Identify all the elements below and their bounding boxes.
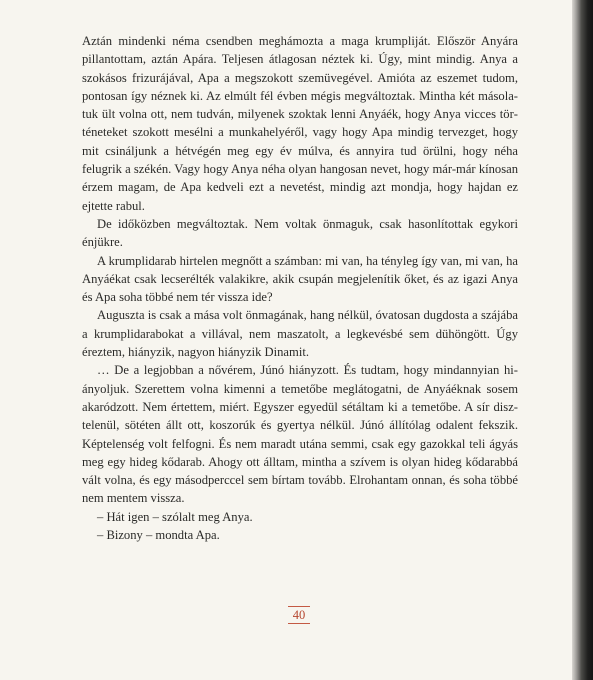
page-number: 40 [288,606,310,624]
dialogue-line: – Hát igen – szólalt meg Anya. [97,509,253,524]
book-spine-shadow [572,0,593,680]
paragraph: De időközben megváltoztak. Nem voltak önmaguk, csak hasonlítottak egykori énjükre. [82,216,518,250]
body-text [82,32,518,544]
paragraph: Auguszta is csak a mása volt önmagának, hang nélkül, óvatosan dugdosta a szájába a krumplidarabokat a villával, nem maszatolt, a legkevésbé sem dühöngött. Úgy éreztem, hiányzik, nagyon hiányzik Dinamit. [82,308,518,360]
paragraph: Aztán mindenki néma csendben meghámozta a maga krumpliját. Először Anyára pillantottam, aztán Apára. Teljesen átlagosan néztek ki. Úgy, mint mindig. Anya a szokásos frizurájával, Apa a megszokott szemüvegével. Amióta az eszemet tudom, pontosan így néznek ki. Az elmúlt fél évben mégis megváltoztak. Mintha két másolatuk ült volna ott, nem tudván, milyenek szoktak lenni Anyáék, hogy Anya vicces történeteket szokott mesélni a munkahelyéről, vagy hogy Apa mindig tervezget, hogy mit csináljunk a hétvégén meg egy év múlva, és annyira tud örülni, hogy néha felugrik a székén. Vagy hogy Anya néha olyan hangosan nevet, hogy már-már kínosan érzem magam, de Apa kedveli ezt a nevetést, mindig azt mondja, hogy hajdan ez ejtette rabul. [82,34,518,213]
paragraph: A krumplidarab hirtelen megnőtt a számban: mi van, ha tényleg így van, mi van, ha Anyáékat csak lecserélték valakikre, akik csupán megjelenítik őket, és az igazi Anya és Apa soha többé nem tér vissza ide? [82,253,518,305]
paragraph: … De a legjobban a nővérem, Júnó hiányzott. És tudtam, hogy mindannyian hiányoljuk. Szerettem volna kimenni a temetőbe meglátogatni, de Anyáéknak sosem akaródzott. Nem értettem, miért. Egyszer egyedül sétáltam ki a temetőbe. A sír disztelenül, sötéten állt ott, koszorúk és gyertya nélkül. Júnó állítólag odalent fekszik. Képtelenség volt felfogni. És nem maradt utána semmi, csak egy gazokkal teli ágyás meg egy hideg kődarab. Ahogy ott álltam, mintha a szívem is olyan hideg kődarabbá vált volna, és egy másodperccel sem bírtam tovább. Elrohantam onnan, és soha többé nem mentem vissza. [82,363,518,506]
dialogue-line: – Bizony – mondta Apa. [97,528,220,543]
